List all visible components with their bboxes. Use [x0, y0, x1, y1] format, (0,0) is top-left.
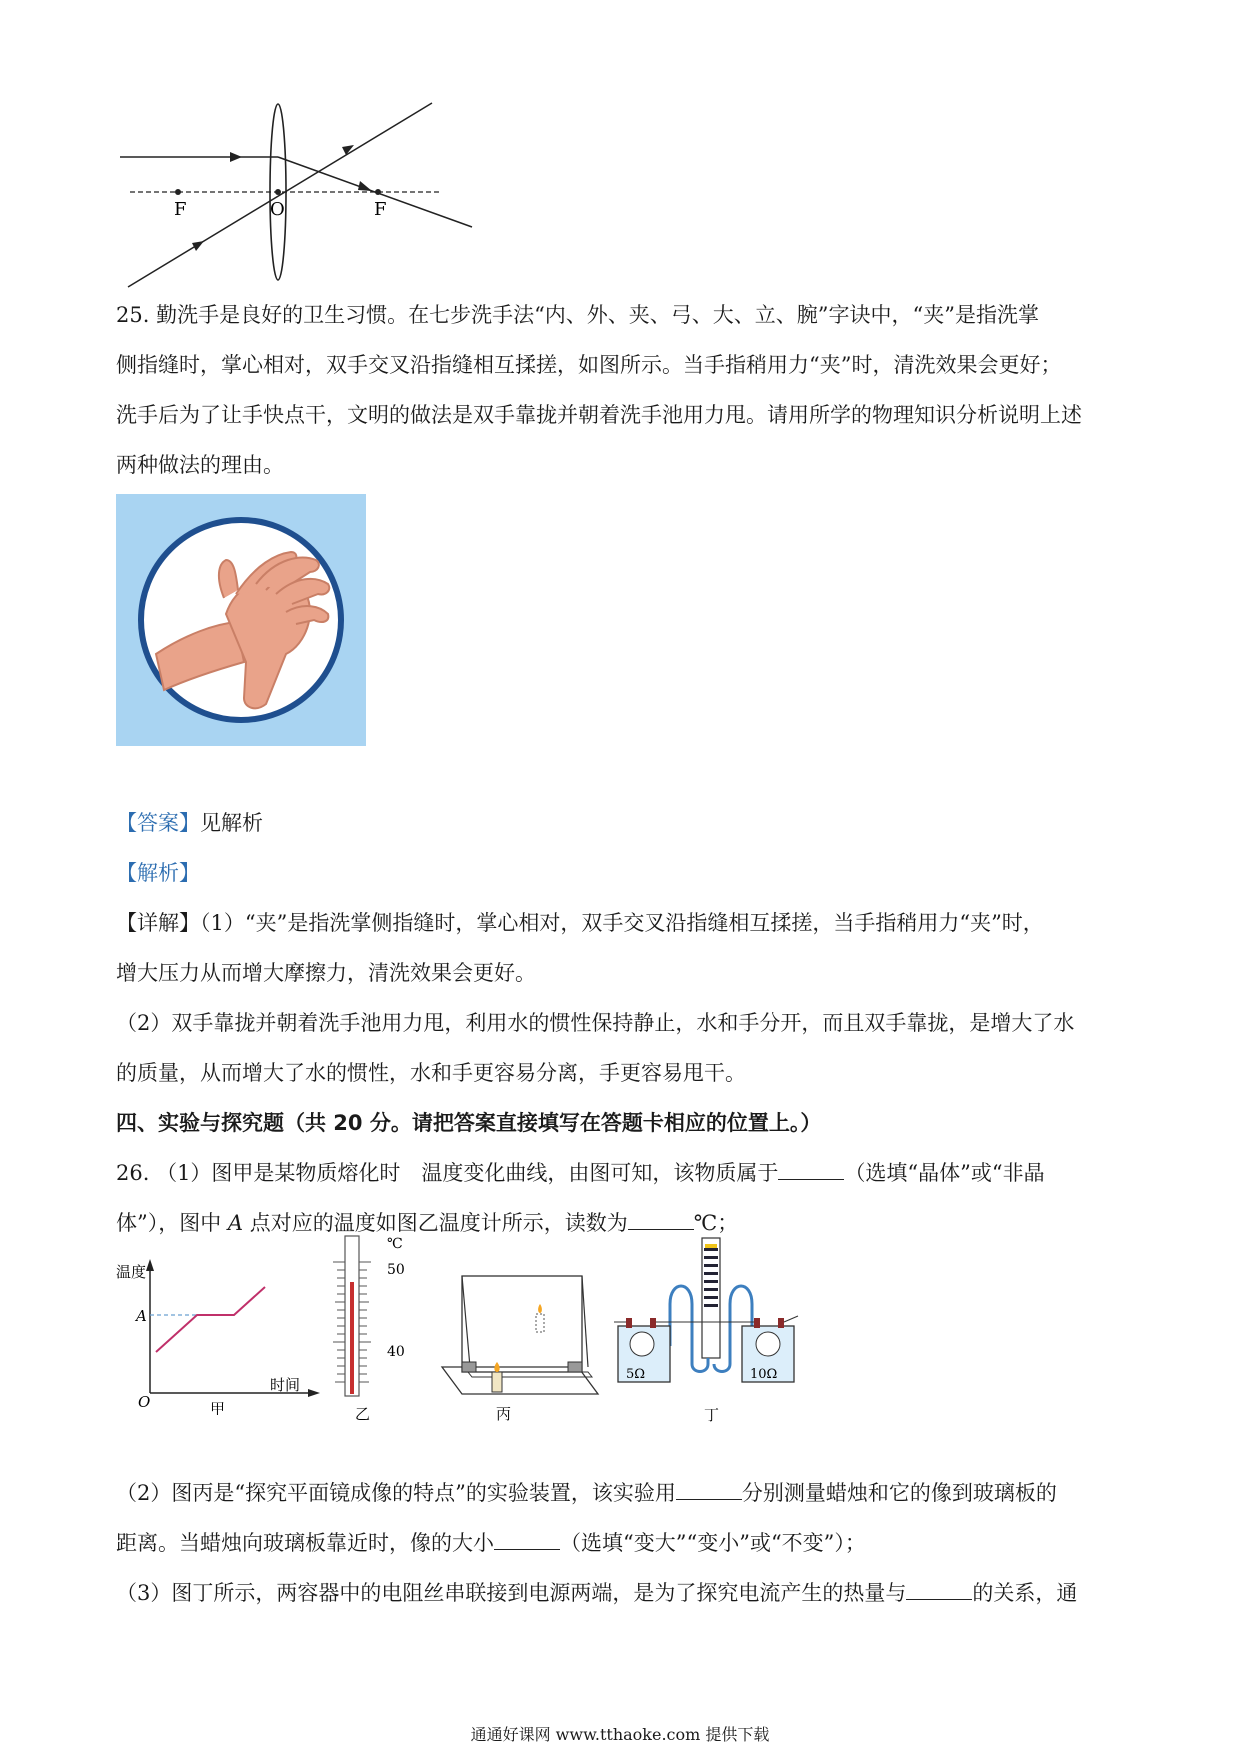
q26-line-1-text-a: 26. （1）图甲是某物质熔化时 温度变化曲线，由图可知，该物质属于: [116, 1161, 779, 1185]
q26-line-2-text-a: 体”），图中: [116, 1211, 228, 1235]
ding-r-left: 5Ω: [626, 1367, 646, 1382]
answer-text: 见解析: [200, 811, 263, 835]
q26-part2-line-2: [116, 1528, 866, 1558]
q26-part2-text-b: 分别测量蜡烛和它的像到玻璃板的: [741, 1481, 1057, 1505]
q25-line-2: 侧指缝时，掌心相对，双手交叉沿指缝相互揉搓，如图所示。当手指稍用力“夹”时，清洗效果会更好；: [116, 353, 1062, 377]
q26-part3-text-a: （3）图丁所示，两容器中的电阻丝串联接到电源两端，是为了探究电流产生的热量与: [116, 1581, 907, 1605]
q26-part3-line-1: [116, 1578, 1077, 1608]
figure-jia-melting-curve: [112, 1255, 327, 1415]
answer-blank-4[interactable]: [494, 1531, 560, 1550]
hand-washing-image: [116, 494, 366, 746]
q26-line-1-text-b: （选填“晶体”或“非晶: [844, 1161, 1045, 1185]
yi-tick-40: 40: [387, 1344, 405, 1360]
detail-tag: 【详解】: [116, 911, 200, 935]
answer-blank-2[interactable]: [628, 1211, 694, 1230]
analysis-tag: 【解析】: [116, 861, 200, 885]
q25-line-4: 两种做法的理由。: [116, 453, 284, 477]
q26-part2-text-a: （2）图丙是“探究平面镜成像的特点”的实验装置，该实验用: [116, 1481, 676, 1505]
center-label: O: [270, 199, 285, 220]
detail-line-3: （2）双手靠拢并朝着洗手池用力甩，利用水的惯性保持静止，水和手分开，而且双手靠拢，是增大了水: [116, 1011, 1075, 1035]
point-a-italic: A: [227, 1211, 244, 1235]
ding-r-right: 10Ω: [750, 1367, 778, 1382]
q26-part3-text-b: 的关系，通: [972, 1581, 1078, 1605]
page-footer: 通通好课网 www.tthaoke.com 提供下载: [470, 1725, 770, 1744]
analysis-row: [116, 858, 200, 888]
q25-line-3: 洗手后为了让手快点干，文明的做法是双手靠拢并朝着洗手池用力甩。请用所学的物理知识分析说明上述: [116, 403, 1082, 427]
detail-line-2: 增大压力从而增大摩擦力，清洗效果会更好。: [116, 961, 536, 985]
figure-ding-joule-heating: [612, 1234, 802, 1424]
answer-blank-1[interactable]: [778, 1161, 844, 1180]
jia-origin: O: [138, 1393, 151, 1411]
yi-unit: ℃: [387, 1236, 403, 1252]
q26-part2-line-1: [116, 1478, 1057, 1508]
jia-caption: 甲: [210, 1400, 226, 1415]
q26-part2-text-d: （选填“变大”“变小”或“不变”）；: [560, 1531, 866, 1555]
answer-blank-5[interactable]: [906, 1581, 972, 1600]
answer-blank-3[interactable]: [676, 1481, 742, 1500]
q25-line-1: 25. 勤洗手是良好的卫生习惯。在七步洗手法“内、外、夹、弓、大、立、腕”字诀中，“夹”是指洗掌: [116, 303, 1040, 327]
bing-caption: 丙: [496, 1405, 512, 1422]
focus-left-label: F: [174, 199, 187, 220]
q26-line-1: [116, 1158, 1045, 1188]
yi-tick-50: 50: [387, 1262, 405, 1278]
jia-xlabel: 时间: [270, 1376, 301, 1394]
detail-line-4: 的质量，从而增大了水的惯性，水和手更容易分离，手更容易甩干。: [116, 1061, 746, 1085]
q26-line-2-text-c: ℃；: [693, 1211, 739, 1235]
answer-row: [116, 808, 263, 838]
jia-point-a: A: [136, 1307, 147, 1325]
figure-bing-plane-mirror: [440, 1262, 600, 1422]
yi-caption: 乙: [355, 1405, 371, 1423]
ding-caption: 丁: [704, 1406, 720, 1424]
detail-row-1: [116, 908, 1044, 938]
answer-tag: 【答案】: [116, 811, 200, 835]
q26-line-2-text-b: 点对应的温度如图乙温度计所示，读数为: [243, 1211, 628, 1235]
section-title: 四、实验与探究题（共 20 分。请把答案直接填写在答题卡相应的位置上。）: [116, 1111, 822, 1135]
jia-ylabel: 温度: [116, 1263, 147, 1281]
focus-right-label: F: [374, 199, 387, 220]
q26-part2-text-c: 距离。当蜡烛向玻璃板靠近时，像的大小: [116, 1531, 494, 1555]
figure-yi-thermometer: [325, 1232, 425, 1427]
lens-ray-diagram: [110, 95, 480, 295]
detail-line-1: （1）“夹”是指洗掌侧指缝时，掌心相对，双手交叉沿指缝相互揉搓，当手指稍用力“夹”时，: [200, 911, 1044, 935]
